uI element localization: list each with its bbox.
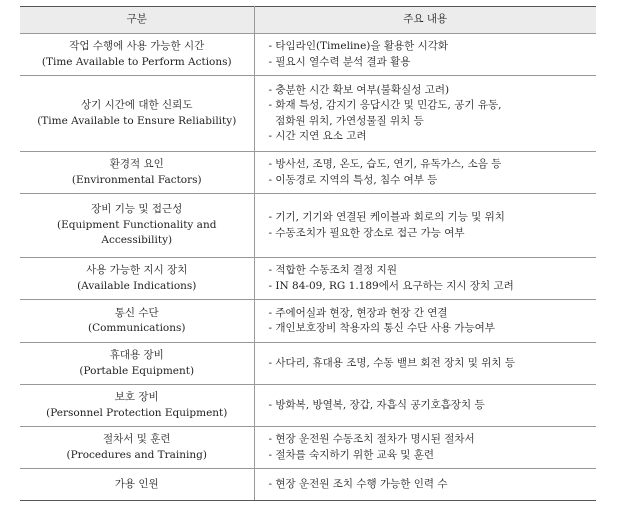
content-cell [254, 427, 596, 469]
factor-cell [20, 427, 254, 469]
factor-cell [20, 76, 254, 152]
factor-korean: 휴대용 장비 [109, 349, 164, 361]
bullet-item: - 현장 운전원 수동조치 절차가 명시된 절차서 [268, 433, 475, 445]
bullet-item: - 필요시 열수력 분석 결과 활용 [268, 55, 411, 68]
factor-korean: 장비 기능 및 접근성 [91, 203, 183, 216]
bullet-item: - 적합한 수동조치 결정 지원 [268, 264, 397, 276]
table-row [20, 34, 596, 76]
bullet-item: - 수동조치가 필요한 장소로 접근 가능 여부 [268, 226, 465, 239]
factor-english: (Procedures and Training) [66, 448, 207, 461]
header-main-content: 주요 내용 [254, 7, 596, 34]
factors-table [20, 6, 596, 501]
header-category: 구분 [20, 7, 254, 34]
bullet-item: - 타임라인(Timeline)을 활용한 시각화 [268, 40, 449, 52]
content-cell [254, 469, 596, 501]
bullet-item: - 절차를 숙지하기 위한 교육 및 훈련 [268, 448, 435, 461]
table-row [20, 343, 596, 385]
bullet-item: - 충분한 시간 확보 여부(불확실성 고려) [268, 83, 450, 96]
bullet-item: - 방사선, 조명, 온도, 습도, 연기, 유독가스, 소음 등 [268, 158, 502, 170]
factor-english: (Portable Equipment) [79, 364, 195, 377]
bullet-item: - 개인보호장비 착용자의 통신 수단 사용 가능여부 [268, 322, 495, 334]
factor-korean: 가용 인원 [114, 477, 159, 490]
factor-cell [20, 469, 254, 501]
factor-english-cont: Accessibility) [101, 234, 173, 247]
bullet-item: - 주에어실과 현장, 현장과 현장 간 연결 [268, 306, 448, 319]
factor-english: (Personnel Protection Equipment) [46, 406, 228, 419]
content-cell [254, 34, 596, 76]
content-cell [254, 152, 596, 194]
table-row [20, 385, 596, 427]
table-row [20, 258, 596, 300]
factor-cell [20, 194, 254, 258]
table-row [20, 469, 596, 501]
factor-cell [20, 152, 254, 194]
factor-cell [20, 258, 254, 300]
bullet-item: - IN 84-09, RG 1.189에서 요구하는 지시 장치 고려 [268, 279, 514, 292]
factor-cell [20, 385, 254, 427]
table-row [20, 76, 596, 152]
table-row [20, 300, 596, 343]
factor-cell [20, 34, 254, 76]
table-header-row [20, 7, 596, 34]
bullet-item: 점화원 위치, 가연성물질 위치 등 [268, 114, 424, 127]
factor-cell [20, 300, 254, 343]
factor-english: (Environmental Factors) [71, 173, 202, 186]
content-cell [254, 343, 596, 385]
factor-english: (Time Available to Ensure Reliability) [37, 114, 237, 127]
factor-korean: 보호 장비 [114, 391, 159, 403]
bullet-item: - 방화복, 방열복, 장갑, 자흡식 공기호흡장치 등 [268, 398, 485, 411]
bullet-item: - 기기, 기기와 연결된 케이블과 회로의 기능 및 위치 [268, 211, 505, 223]
factor-cell [20, 343, 254, 385]
bullet-item: - 화재 특성, 감지기 응답시간 및 민감도, 공기 유동, [268, 99, 502, 111]
content-cell [254, 258, 596, 300]
factor-korean: 환경적 요인 [109, 158, 164, 170]
factor-english: (Communications) [87, 322, 186, 334]
bullet-item: - 현장 운전원 조치 수행 가능한 인력 수 [268, 477, 448, 490]
content-cell [254, 194, 596, 258]
content-cell [254, 300, 596, 343]
bullet-item: - 시간 지연 요소 고려 [268, 130, 367, 142]
bullet-item: - 이동경로 지역의 특성, 침수 여부 등 [268, 173, 438, 186]
table-row [20, 427, 596, 469]
factor-korean: 작업 수행에 사용 가능한 시간 [69, 40, 205, 52]
bullet-item: - 사다리, 휴대용 조명, 수동 밸브 회전 장치 및 위치 등 [268, 356, 515, 369]
content-cell [254, 385, 596, 427]
factor-english: (Equipment Functionality and [57, 218, 217, 231]
factor-english: (Available Indications) [77, 279, 197, 292]
factor-korean: 상기 시간에 대한 신뢰도 [81, 99, 193, 111]
factor-english: (Time Available to Perform Actions) [41, 55, 232, 68]
table-row [20, 152, 596, 194]
factor-korean: 사용 가능한 지시 장치 [86, 264, 188, 276]
content-cell [254, 76, 596, 152]
table-row [20, 194, 596, 258]
factor-korean: 절차서 및 훈련 [102, 433, 171, 445]
factor-korean: 통신 수단 [114, 306, 159, 319]
